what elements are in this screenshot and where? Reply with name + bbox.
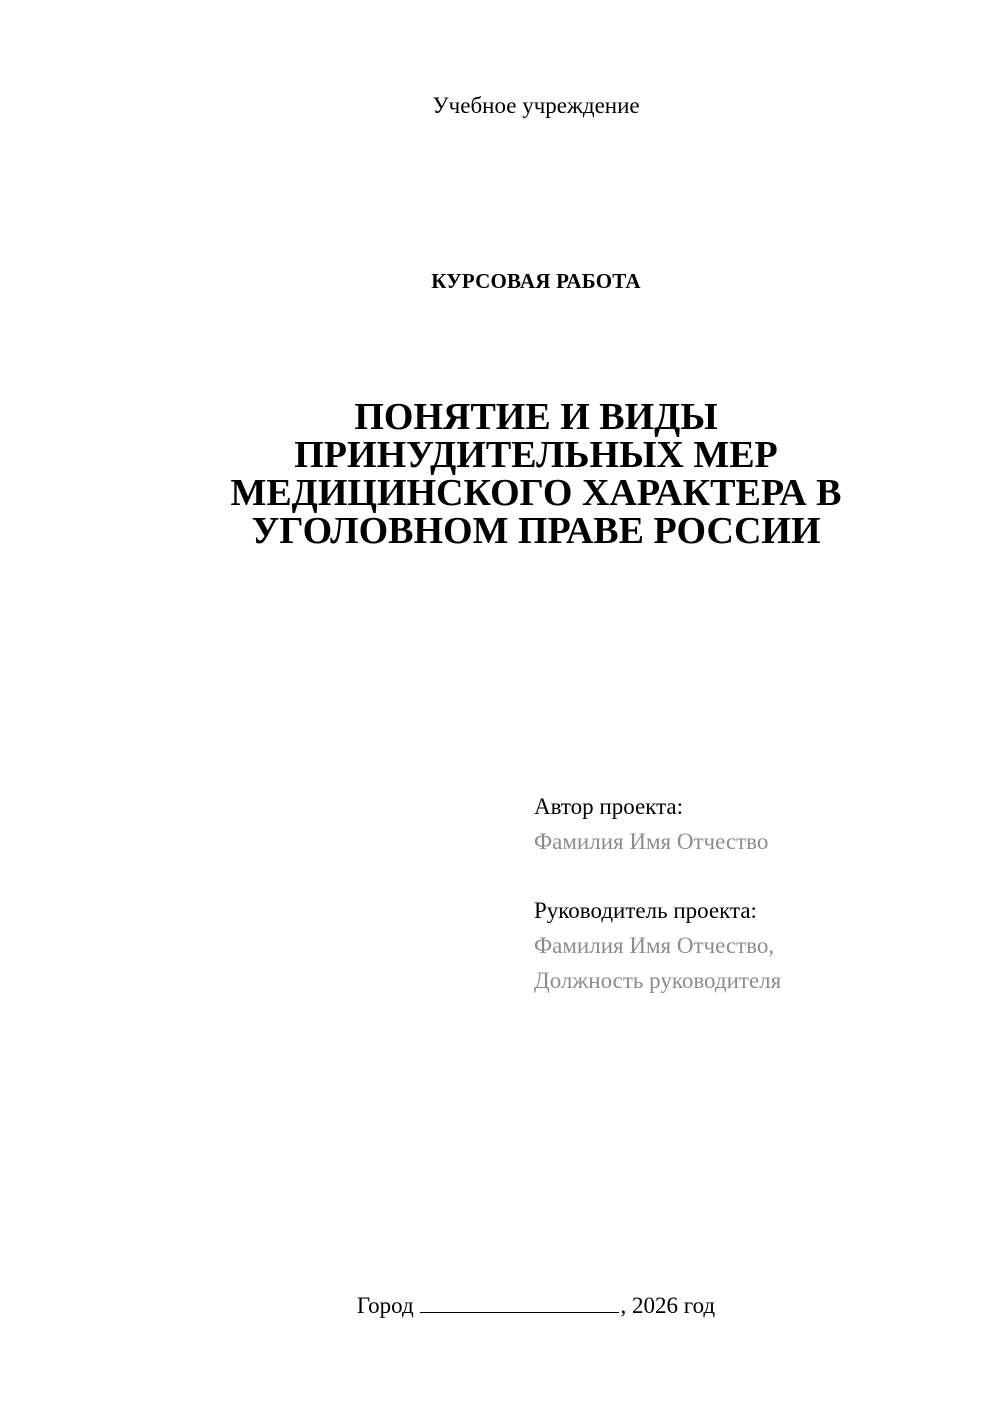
city-label: Город [356,1293,414,1318]
document-title [180,398,892,550]
title-line: ПРИНУДИТЕЛЬНЫХ МЕР [294,434,778,476]
supervisor-label: Руководитель проекта: [534,898,757,923]
title-line: МЕДИЦИНСКОГО ХАРАКТЕРА В [230,472,842,514]
institution-name: Учебное учреждение [432,93,640,118]
city-blank-line [420,1292,619,1313]
title-line: УГОЛОВНОМ ПРАВЕ РОССИИ [251,510,821,552]
supervisor-name: Фамилия Имя Отчество, [534,933,775,958]
author-info-block [534,789,781,998]
footer-city-year [0,1292,1000,1320]
work-type-heading: КУРСОВАЯ РАБОТА [431,269,641,293]
author-label: Автор проекта: [534,794,683,819]
spacer [534,859,781,893]
title-line: ПОНЯТИЕ И ВИДЫ [354,396,718,438]
author-name: Фамилия Имя Отчество [534,829,769,854]
supervisor-position: Должность руководителя [534,968,782,993]
year-text: , 2026 год [620,1293,716,1318]
